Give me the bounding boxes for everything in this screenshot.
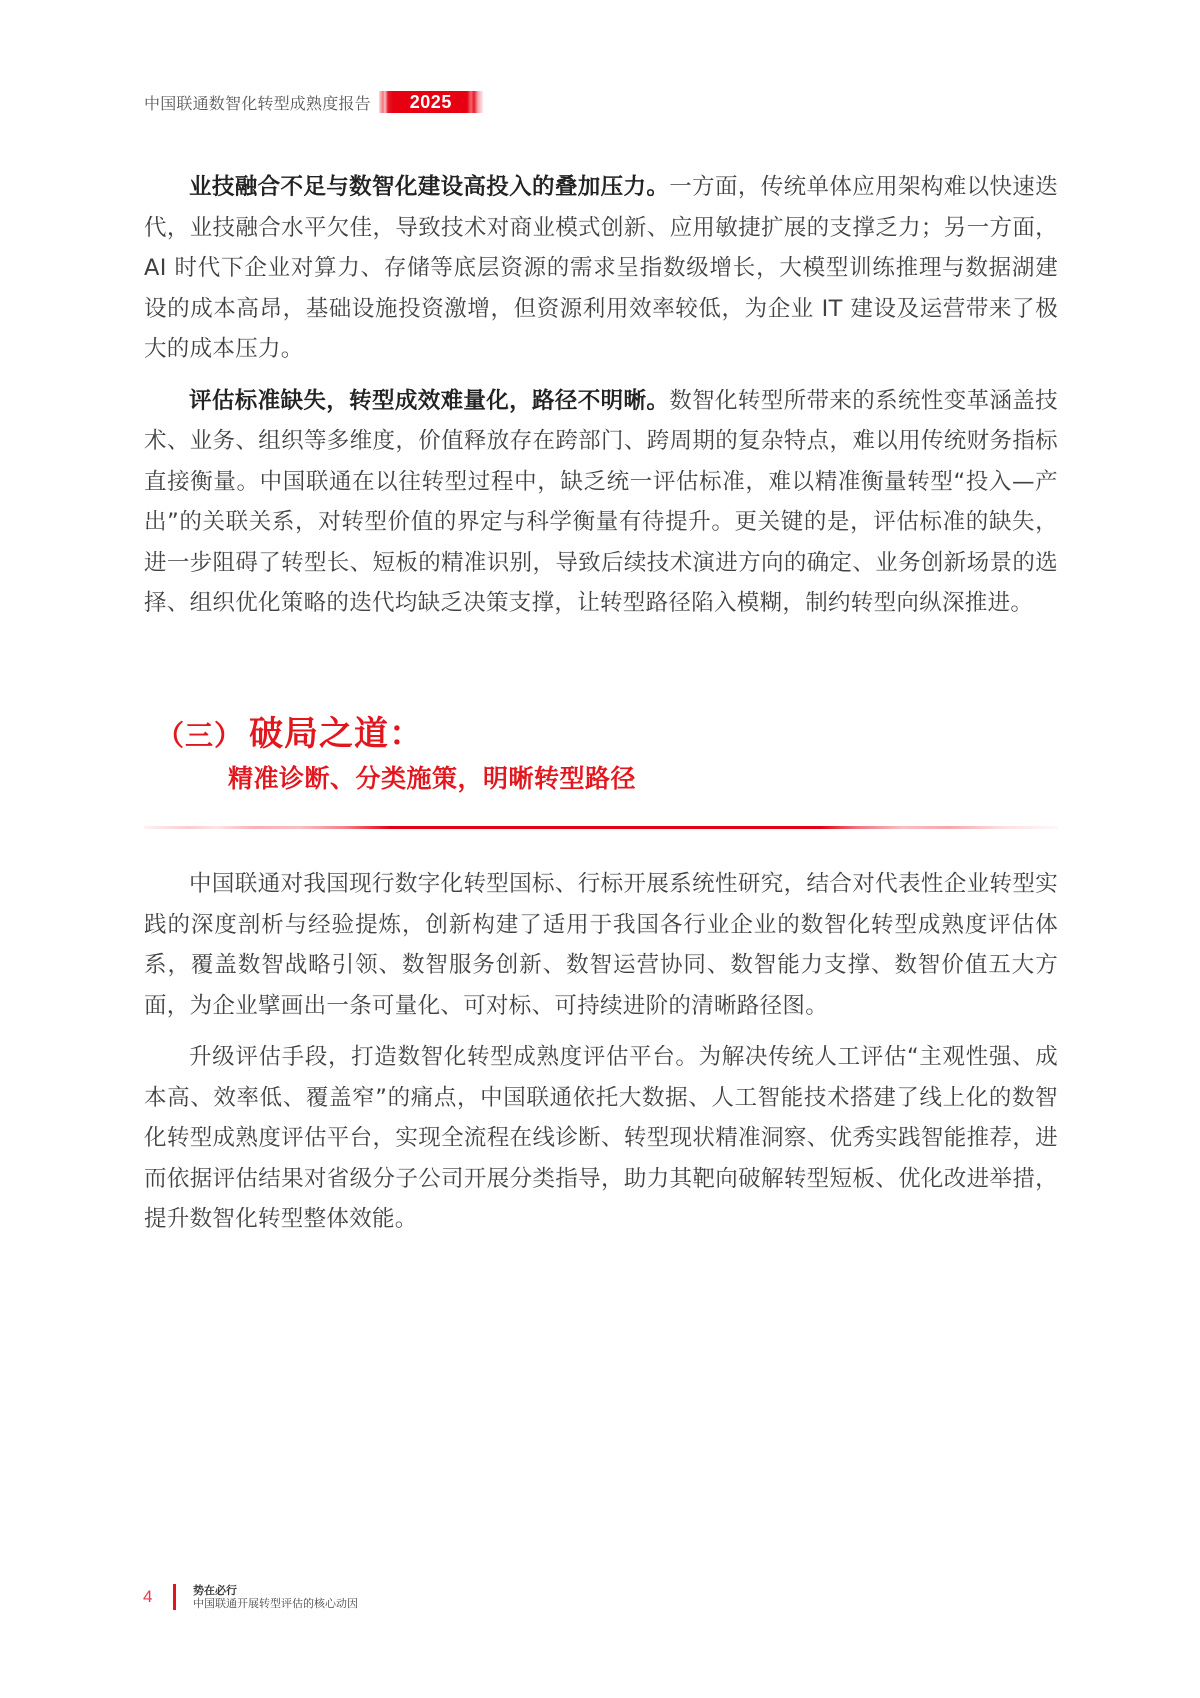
section-title: 破局之道： <box>249 714 425 754</box>
report-title: 中国联通数智化转型成熟度报告 <box>144 93 371 113</box>
paragraph <box>144 167 1058 370</box>
body-text-bottom <box>144 864 1058 1251</box>
section-subtitle: 精准诊断、分类施策，明晰转型路径 <box>228 764 637 793</box>
year-label: 2025 <box>409 91 452 112</box>
chapter-title: 势在必行 <box>193 1584 237 1597</box>
body-text-top <box>144 167 1058 635</box>
paragraph-body: 一方面，传统单体应用架构难以快速迭代，业技融合水平欠佳，导致技术对商业模式创新、应用敏捷扩展的支撑乏力；另一方面，AI 时代下企业对算力、存储等底层资源的需求呈指数级增长，大模型训练推理与数据湖建设的成本高昂，基础设施投资激增，但资源利用效率较低，为企业 IT 建设及运营带来了极大的成本压力。 <box>144 174 1058 362</box>
paragraph-body: 数智化转型所带来的系统性变革涵盖技术、业务、组织等多维度，价值释放存在跨部门、跨周期的复杂特点，难以用传统财务指标直接衡量。中国联通在以往转型过程中，缺乏统一评估标准，难以精准衡量转型“投入—产出”的关联关系，对转型价值的界定与科学衡量有待提升。更关键的是，评估标准的缺失，进一步阻碍了转型长、短板的精准识别，导致后续技术演进方向的确定、业务创新场景的选择、组织优化策略的迭代均缺乏决策支撑，让转型路径陷入模糊，制约转型向纵深推进。 <box>144 387 1058 616</box>
footer-accent-bar <box>173 1584 176 1610</box>
paragraph-lead: 评估标准缺失，转型成效难量化，路径不明晰。 <box>189 387 670 414</box>
running-header <box>144 90 483 114</box>
page-footer <box>143 1584 358 1610</box>
chapter-subtitle: 中国联通开展转型评估的核心动因 <box>193 1597 358 1610</box>
year-badge <box>379 91 483 113</box>
section-divider <box>144 826 1058 829</box>
section-number: （三） <box>156 719 244 752</box>
paragraph: 中国联通对我国现行数字化转型国标、行标开展系统性研究，结合对代表性企业转型实践的深度剖析与经验提炼，创新构建了适用于我国各行业企业的数智化转型成熟度评估体系，覆盖数智战略引领、数智服务创新、数智运营协同、数智能力支撑、数智价值五大方面，为企业擘画出一条可量化、可对标、可持续进阶的清晰路径图。 <box>144 871 1058 1019</box>
section-heading <box>144 706 1058 795</box>
paragraph: 升级评估手段，打造数智化转型成熟度评估平台。为解决传统人工评估“主观性强、成本高、效率低、覆盖窄”的痛点，中国联通依托大数据、人工智能技术搭建了线上化的数智化转型成熟度评估平台，实现全流程在线诊断、转型现状精准洞察、优秀实践智能推荐，进而依据评估结果对省级分子公司开展分类指导，助力其靶向破解转型短板、优化改进举措，提升数智化转型整体效能。 <box>144 1044 1058 1232</box>
paragraph <box>144 381 1058 624</box>
page-number: 4 <box>143 1587 153 1606</box>
paragraph-lead: 业技融合不足与数智化建设高投入的叠加压力。 <box>189 174 670 200</box>
